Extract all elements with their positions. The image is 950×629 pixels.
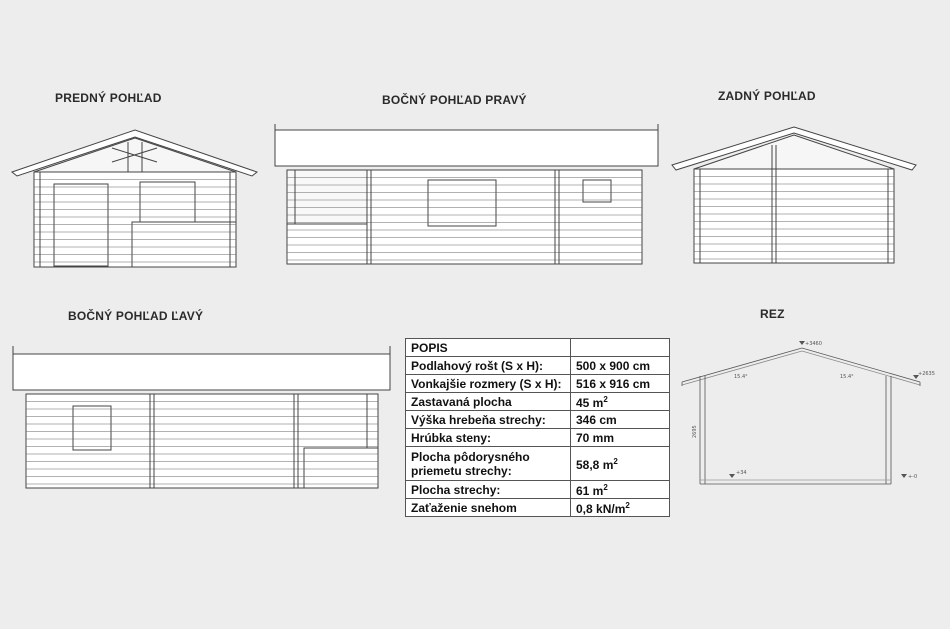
spec-label: Vonkajšie rozmery (S x H): [406, 375, 571, 393]
spec-value: 500 x 900 cm [571, 357, 670, 375]
side-right-window-small [583, 180, 611, 202]
section-roof-line [682, 348, 920, 382]
back-wall [694, 169, 894, 263]
spec-label: Hrúbka steny: [406, 429, 571, 447]
spec-row [406, 393, 670, 411]
spec-value: 45 $m^2$ [571, 393, 670, 411]
spec-label: Výška hrebeňa strechy: [406, 411, 571, 429]
side-right-view-title: BOČNÝ POHĽAD PRAVÝ [382, 93, 527, 107]
spec-value: 346 cm [571, 411, 670, 429]
back-view-drawing [672, 125, 917, 267]
side-right-view-drawing [275, 130, 660, 266]
side-right-window-large [428, 180, 496, 226]
front-railing [132, 222, 236, 267]
spec-label: Plocha strechy: [406, 481, 571, 499]
side-right-porch [287, 170, 367, 224]
front-view-title: PREDNÝ POHĽAD [55, 91, 162, 105]
spec-row [406, 429, 670, 447]
spec-row [406, 499, 670, 517]
section-eave-label: +2635 [918, 371, 935, 377]
side-left-view-title: BOČNÝ POHĽAD ĽAVÝ [68, 309, 204, 323]
section-ground-label: +-0 [908, 474, 918, 480]
section-view-title: REZ [760, 307, 785, 321]
back-view-title: ZADNÝ POHĽAD [718, 89, 816, 103]
section-height-label: 2695 [692, 425, 698, 438]
spec-label: Zastavaná plocha [406, 393, 571, 411]
front-view-drawing [12, 128, 257, 270]
spec-row [406, 411, 670, 429]
front-door [54, 184, 108, 266]
spec-value: 58,8 $m^2$ [571, 447, 670, 481]
side-left-view-drawing [12, 352, 392, 492]
section-drawing [672, 338, 935, 498]
spec-value: 70 mm [571, 429, 670, 447]
spec-table [405, 338, 670, 517]
side-right-roof [275, 130, 658, 166]
spec-label: Podlahový rošt (S x H): [406, 357, 571, 375]
section-slope-left-label: 15.4° [734, 374, 748, 380]
spec-value: 0,8 $kN/m^2$ [571, 499, 670, 517]
spec-row [406, 447, 670, 481]
spec-value: 516 x 916 cm [571, 375, 670, 393]
spec-header: POPIS [406, 339, 571, 357]
spec-value: 61 $m^2$ [571, 481, 670, 499]
section-floor-label: +34 [736, 470, 747, 476]
spec-header-row [406, 339, 670, 357]
section-slope-right-label: 15.4° [840, 374, 854, 380]
side-left-roof [13, 354, 390, 390]
spec-row [406, 375, 670, 393]
spec-label: Zaťaženie snehom [406, 499, 571, 517]
spec-row [406, 357, 670, 375]
spec-label: Plocha pôdorysného priemetu strechy: [406, 447, 571, 481]
side-left-window [73, 406, 111, 450]
spec-row [406, 481, 670, 499]
section-ridge-label: +3460 [805, 341, 822, 347]
